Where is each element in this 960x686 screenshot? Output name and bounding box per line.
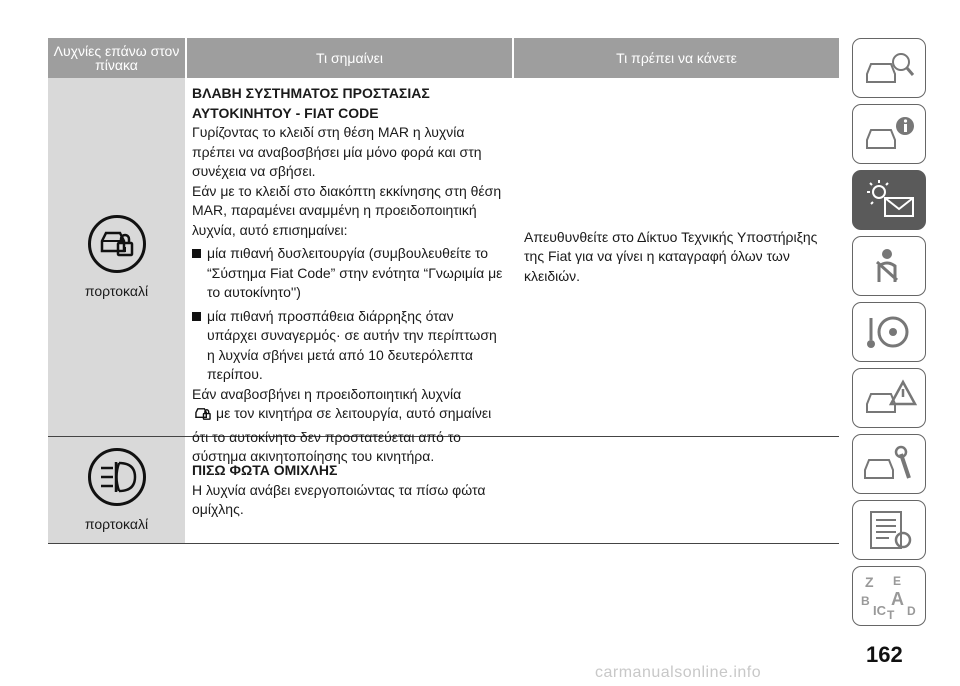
meaning-cell [185, 437, 512, 543]
warning-lights-table [48, 38, 839, 544]
svg-text:IC: IC [873, 603, 886, 618]
bullet-text: μία πιθανή δυσλειτουργία (συμβουλευθείτε το “Σύστημα Fiat Code” στην ενότητα “Γνωριμία με το αυτοκίνητο'') [207, 245, 503, 300]
warning-title: ΒΛΑΒΗ ΣΥΣΤΗΜΑΤΟΣ ΠΡΟΣΤΑΣΙΑΣ ΑΥΤΟΚΙΝΗΤΟΥ - FIAT CODE [192, 85, 430, 121]
tab-emergency[interactable] [852, 368, 926, 428]
header-meaning: Τι σημαίνει [185, 38, 512, 78]
watermark: carmanualsonline.info [595, 664, 762, 681]
immobilizer-lamp-icon [88, 215, 146, 273]
svg-text:D: D [907, 604, 916, 618]
rear-fog-lamp-icon [88, 448, 146, 506]
seatbelt-person-icon [861, 246, 917, 286]
car-search-icon [861, 48, 917, 88]
meaning-cell [185, 78, 512, 464]
lamp-color-label: πορτοκαλί [84, 283, 149, 299]
car-info-icon [861, 114, 917, 154]
header-lamps: Λυχνίες επάνω στον πίνακα [48, 38, 185, 78]
tab-maintenance[interactable] [852, 434, 926, 494]
immobilizer-inline-icon [192, 406, 214, 428]
lamp-cell [48, 78, 185, 436]
meaning-paragraph: Γυρίζοντας το κλειδί στη θέση MAR η λυχνία πρέπει να αναβοσβήσει μία μόνο φορά και στη συνέχεια να σβήσει. [192, 124, 482, 179]
paragraph-part: Εάν αναβοσβήνει η προειδοποιητική λυχνία [192, 385, 462, 402]
bullet-item [192, 244, 506, 303]
svg-text:Z: Z [865, 574, 874, 590]
car-hazard-icon [861, 378, 917, 418]
tab-safety[interactable] [852, 236, 926, 296]
tab-car-search[interactable] [852, 38, 926, 98]
steering-wheel-icon [861, 312, 917, 352]
lamp-cell [48, 437, 185, 543]
action-text: Απευθυνθείτε στο Δίκτυο Τεχνικής Υποστήριξης της Fiat για να γίνει η καταγραφή όλων των κλειδιών. [524, 228, 818, 284]
bullet-square-icon [192, 312, 201, 321]
paragraph-part: με τον κινητήρα σε λειτουργία, αυτό σημαίνει ότι το αυτοκίνητο δεν προστατεύεται από το σύστημα ακινητοποίησης του κινητήρα. [192, 405, 492, 464]
meaning-paragraph: Η λυχνία ανάβει ενεργοποιώντας τα πίσω φώτα ομίχλης. [192, 481, 486, 517]
car-wrench-icon [861, 444, 917, 484]
tab-index[interactable] [852, 566, 926, 626]
warning-light-mail-icon [859, 178, 919, 222]
table-row [48, 78, 839, 464]
page-number: 162 [866, 642, 903, 667]
svg-text:E: E [893, 574, 902, 588]
table-header [48, 38, 839, 78]
svg-text:T: T [887, 608, 895, 621]
bullet-item [192, 307, 506, 385]
bullet-square-icon [192, 249, 201, 258]
tab-warning-lights[interactable] [852, 170, 926, 230]
tab-driving[interactable] [852, 302, 926, 362]
warning-title: ΠΙΣΩ ΦΩΤΑ ΟΜΙΧΛΗΣ [192, 462, 338, 478]
tab-car-info[interactable] [852, 104, 926, 164]
chapter-tabs [852, 38, 928, 632]
svg-text:B: B [861, 594, 870, 608]
header-action: Τι πρέπει να κάνετε [512, 38, 839, 78]
meaning-paragraph: Εάν με το κλειδί στο διακόπτη εκκίνησης στη θέση MAR, παραμένει αναμμένη η προειδοποιητική λυχνία, αυτό επισημαίνει: [192, 182, 502, 238]
svg-text:A: A [891, 589, 904, 609]
bullet-text: μία πιθανή προσπάθεια διάρρηξης όταν υπάρχει συναγερμός· σε αυτήν την περίπτωση η λυχνία σβήνει μετά από 10 δευτερόλεπτα περίπου. [207, 307, 497, 382]
action-cell [512, 78, 839, 436]
tab-specifications[interactable] [852, 500, 926, 560]
alphabet-index-icon [859, 571, 919, 621]
lamp-color-label: πορτοκαλί [84, 516, 149, 532]
spec-sheet-icon [861, 508, 917, 552]
action-cell [512, 437, 839, 543]
table-row [48, 437, 839, 544]
